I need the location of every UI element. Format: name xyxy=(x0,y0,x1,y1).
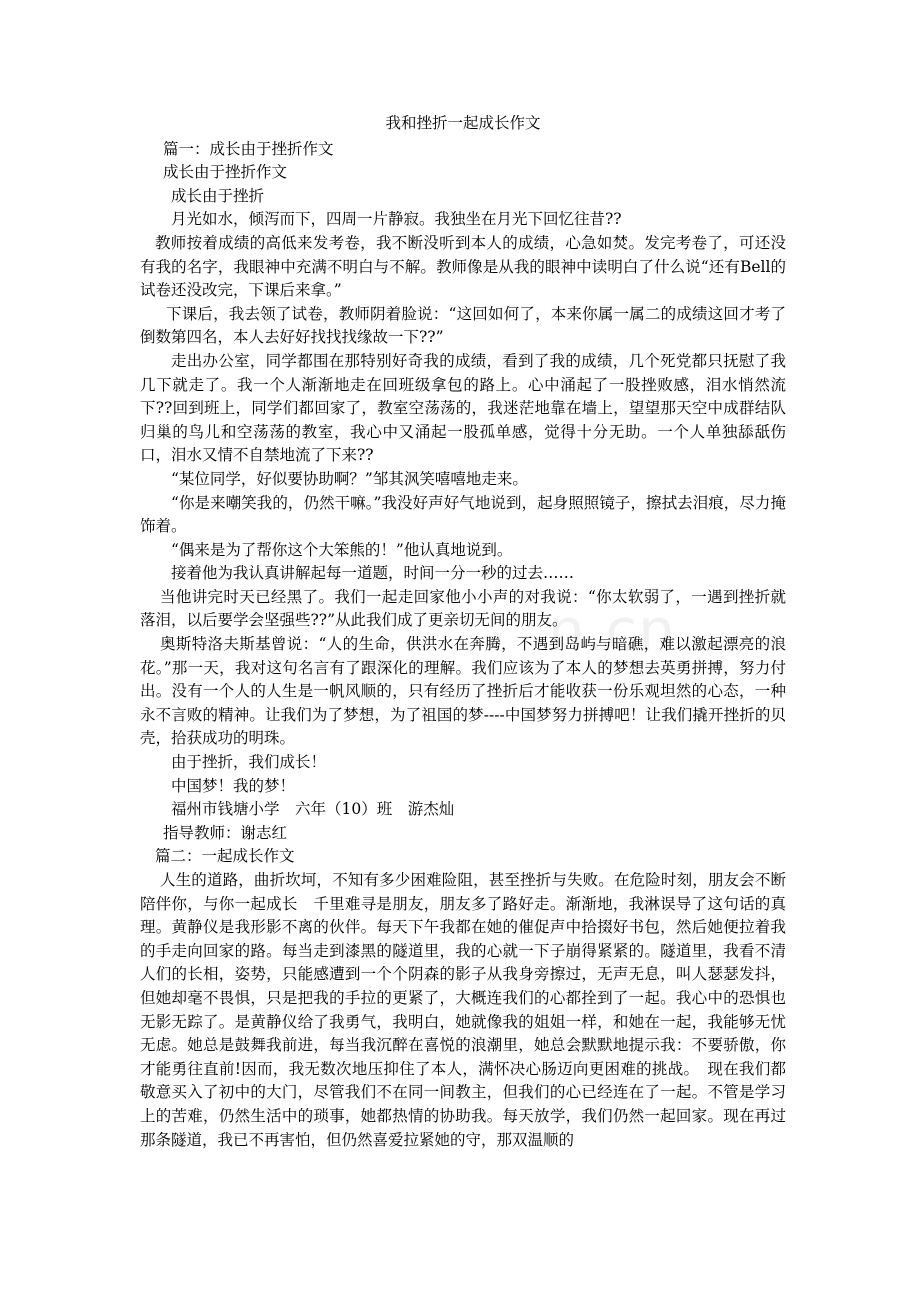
article-subtitle-1: 成长由于挫折 xyxy=(171,186,265,205)
author-line: 福州市钱塘小学 六年（10）班 游杰灿 xyxy=(171,800,455,819)
paragraph: “你是来嘲笑我的，仍然干嘛。”我没好声好气地说到，起身照照镜子，擦拭去泪痕，尽力掩饰着。 xyxy=(140,493,786,536)
motto-line: 中国梦！我的梦！ xyxy=(171,776,296,795)
paragraph: 月光如水，倾泻而下，四周一片静寂。我独坐在月光下回忆往昔?? xyxy=(171,210,622,229)
document-title: 我和挫折一起成长作文 xyxy=(385,114,541,132)
paragraph: 当他讲完时天已经黑了。我们一起走回家他小小声的对我说：“你太软弱了，一遇到挫折就落泪，以后要学会坚强些??”从此我们成了更亲切无间的朋友。 xyxy=(140,587,786,630)
paragraph: 走出办公室，同学都围在那特别好奇我的成绩，看到了我的成绩，几个死党都只抚慰了我几下就走了。我一个人渐渐地走在回班级拿包的路上。心中涌起了一股挫败感，泪水悄然流下??回到班上，同学们都回家了，教室空荡荡的，我迷茫地靠在墙上，望望那天空中成群结队归巢的鸟儿和空荡荡的教室，我心中又涌起一股孤单感，觉得十分无助。一个人单独舔舐伤口，泪水又情不自禁地流了下来?? xyxy=(140,351,786,465)
paragraph: “某位同学，好似要协助啊？”邹其沨笑嘻嘻地走来。 xyxy=(171,469,528,488)
motto-line: 由于挫折，我们成长！ xyxy=(171,753,327,772)
section-heading-1: 篇一：成长由于挫折作文 xyxy=(163,139,334,158)
watermark: n.cn xyxy=(548,596,676,664)
paragraph: 下课后，我去领了试卷，教师阴着脸说：“这回如何了，本来你属一属二的成绩这回才考了倒数第四名，本人去好好找找找缘故一下??” xyxy=(140,304,786,347)
paragraph: 教师按着成绩的高低来发考卷，我不断没听到本人的成绩，心急如焚。发完考卷了，可还没有我的名字，我眼神中充满不明白与不解。教师像是从我的眼神中读明白了什么说“还有Bell的试卷还没改完，下课后来拿。” xyxy=(140,233,786,300)
paragraph: “偶来是为了帮你这个大笨熊的！”他认真地说到。 xyxy=(171,540,513,559)
section-heading-2: 篇二：一起成长作文 xyxy=(155,847,295,866)
teacher-line: 指导教师：谢志红 xyxy=(163,823,288,842)
paragraph: 接着他为我认真讲解起每一道题，时间一分一秒的过去…… xyxy=(171,564,575,583)
article-title-1: 成长由于挫折作文 xyxy=(163,163,288,182)
document-page xyxy=(140,112,786,1152)
paragraph: 奥斯特洛夫斯基曾说：“人的生命，供洪水在奔腾，不遇到岛屿与暗礁，难以激起漂亮的浪花。”那一天，我对这句名言有了跟深化的理解。我们应该为了本人的梦想去英勇拼搏，努力付出。没有一个人的人生是一帆风顺的，只有经历了挫折后才能收获一份乐观坦然的心态，一种永不言败的精神。让我们为了梦想，为了祖国的梦----中国梦努力拼搏吧！让我们撬开挫折的贝壳，拾获成功的明珠。 xyxy=(140,635,786,748)
paragraph: 人生的道路，曲折坎坷，不知有多少困难险阻，甚至挫折与失败。在危险时刻，朋友会不断陪伴你，与你一起成长 千里难寻是朋友，朋友多了路好走。渐渐地，我淋误导了这句话的真理。黄静仪是我形影不离的伙伴。每天下午我都在她的催促声中拾掇好书包，然后她便拉着我的手走向回家的路。每当走到漆黑的隧道里，我的心就一下子崩得紧紧的。隧道里，我看不清人们的长相，姿势，只能感遭到一个个阴森的影子从我身旁擦过，无声无息，叫人瑟瑟发抖，但她却毫不畏惧，只是把我的手拉的更紧了，大概连我们的心都拴到了一起。我心中的恐惧也无影无踪了。是黄静仪给了我勇气，我明白，她就像我的姐姐一样，和她在一起，我能够无忧无虑。她总是鼓舞我前进，每当我沉醉在喜悦的浪潮里，她总会默默地提示我：不要骄傲，你才能勇往直前!因而，我无数次地压抑住了本人，满怀决心肠迈向更困难的挑战。 现在我们都敬意买入了初中的大门，尽管我们不在同一间教主，但我们的心已经连在了一起。不管是学习上的苦难，仍然生活中的琐事，她都热情的协助我。每天放学，我们仍然一起回家。现在再过那条隧道，我已不再害怕，但仍然喜爱拉紧她的守，那双温顺的 xyxy=(140,871,786,1149)
